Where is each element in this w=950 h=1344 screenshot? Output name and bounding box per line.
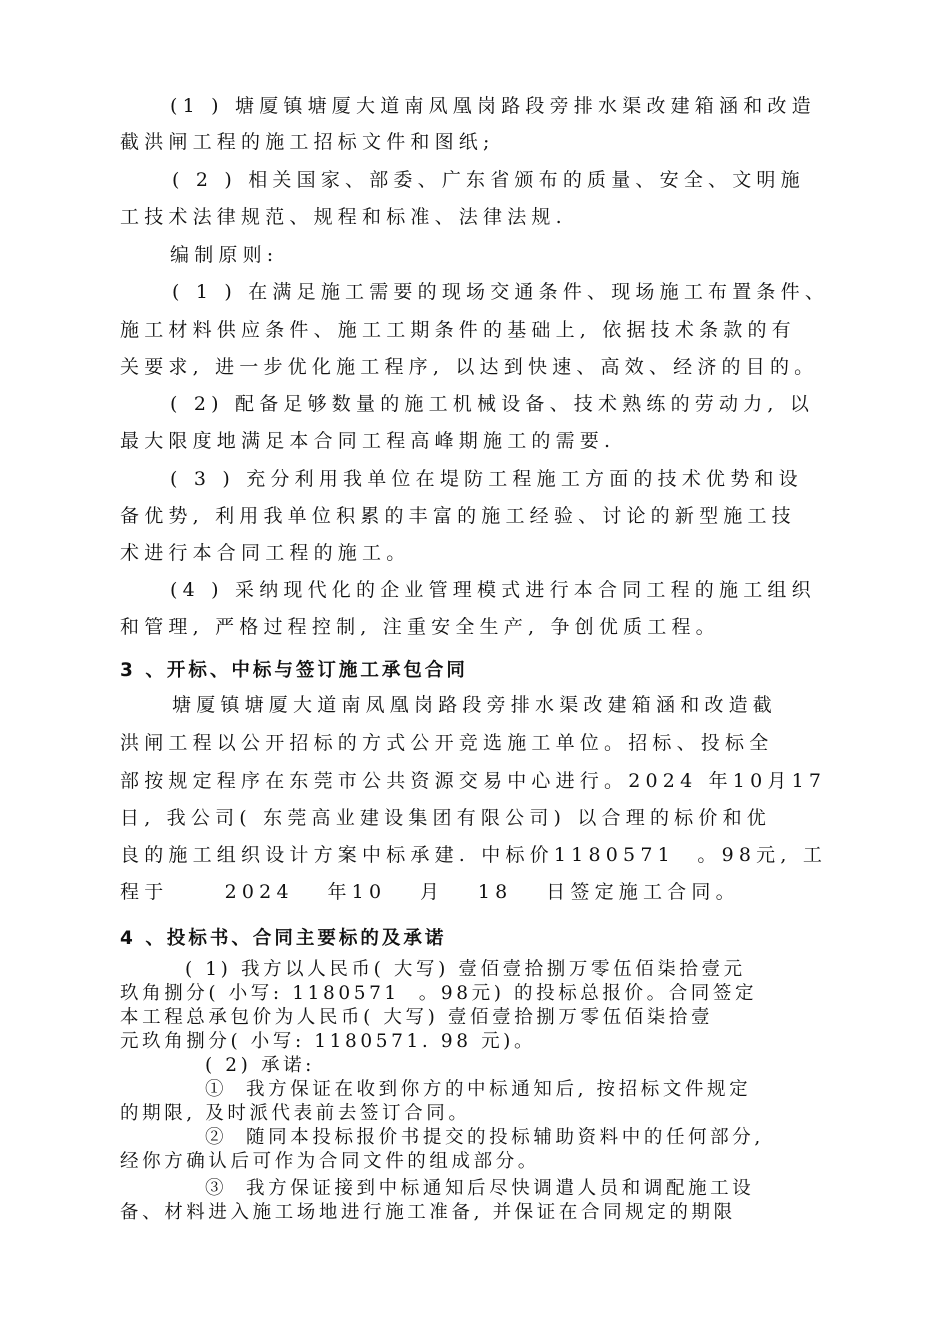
paragraph-line: ③ 我方保证接到中标通知后尽快调遣人员和调配施工设	[205, 1178, 755, 1199]
subheading-line: ( 2) 承诺:	[205, 1055, 315, 1076]
paragraph-line: 备优势, 利用我单位积累的丰富的施工经验、讨论的新型施工技	[120, 505, 796, 527]
paragraph-line: 和管理, 严格过程控制, 注重安全生产, 争创优质工程。	[120, 616, 720, 638]
paragraph-line: 截洪闸工程的施工招标文件和图纸;	[120, 131, 495, 153]
paragraph-line: (1 ) 塘厦镇塘厦大道南凤凰岗路段旁排水渠改建箱涵和改造	[170, 95, 816, 117]
paragraph-line: ( 1 ) 在满足施工需要的现场交通条件、现场施工布置条件、	[172, 281, 830, 303]
paragraph-line: ② 随同本投标报价书提交的投标辅助资料中的任何部分,	[205, 1127, 764, 1148]
paragraph-line: 玖角捌分( 小写: 1180571 。98元) 的投标总报价。合同签定	[120, 983, 758, 1004]
paragraph-line: ( 2) 配备足够数量的施工机械设备、技术熟练的劳动力, 以	[170, 393, 815, 415]
paragraph-line: 日, 我公司( 东莞高业建设集团有限公司) 以合理的标价和优	[120, 807, 771, 829]
paragraph-line: ① 我方保证在收到你方的中标通知后, 按招标文件规定	[205, 1079, 752, 1100]
paragraph-line: 最大限度地满足本合同工程高峰期施工的需要.	[120, 430, 616, 452]
paragraph-line: 本工程总承包价为人民币( 大写) 壹佰壹拾捌万零伍佰柒拾壹	[120, 1007, 714, 1028]
paragraph-line: 工技术法律规范、规程和标准、法律法规.	[120, 206, 567, 228]
paragraph-line: 良的施工组织设计方案中标承建. 中标价1180571 。98元, 工	[120, 844, 828, 866]
paragraph-line: 关要求, 进一步优化施工程序, 以达到快速、高效、经济的目的。	[120, 356, 819, 378]
section-heading: 4 、投标书、合同主要标的及承诺	[120, 928, 447, 949]
paragraph-line: 塘厦镇塘厦大道南凤凰岗路段旁排水渠改建箱涵和改造截	[172, 694, 778, 716]
paragraph-line: 术进行本合同工程的施工。	[120, 542, 411, 564]
paragraph-line: 备、材料进入施工场地进行施工准备, 并保证在合同规定的期限	[120, 1202, 736, 1223]
paragraph-line: ( 2 ) 相关国家、部委、广东省颁布的质量、安全、文明施	[172, 169, 805, 191]
paragraph-line: (4 ) 采纳现代化的企业管理模式进行本合同工程的施工组织	[170, 579, 816, 601]
paragraph-line: ( 1) 我方以人民币( 大写) 壹佰壹拾捌万零伍佰柒拾壹元	[185, 959, 746, 980]
paragraph-line: 施工材料供应条件、施工工期条件的基础上, 依据技术条款的有	[120, 319, 796, 341]
paragraph-line: ( 3 ) 充分利用我单位在堤防工程施工方面的技术优势和设	[170, 468, 803, 490]
paragraph-line: 经你方确认后可作为合同文件的组成部分。	[120, 1151, 540, 1172]
section-heading: 3 、开标、中标与签订施工承包合同	[120, 660, 468, 681]
paragraph-line: 的期限, 及时派代表前去签订合同。	[120, 1103, 471, 1124]
paragraph-line: 程于 2024 年10 月 18 日签定施工合同。	[120, 881, 740, 903]
subheading-line: 编制原则:	[170, 244, 279, 266]
paragraph-line: 洪闸工程以公开招标的方式公开竞选施工单位。招标、投标全	[120, 732, 774, 754]
paragraph-line: 元玖角捌分( 小写: 1180571. 98 元)。	[120, 1031, 537, 1052]
paragraph-line: 部按规定程序在东莞市公共资源交易中心进行。2024 年10月17	[120, 770, 827, 792]
